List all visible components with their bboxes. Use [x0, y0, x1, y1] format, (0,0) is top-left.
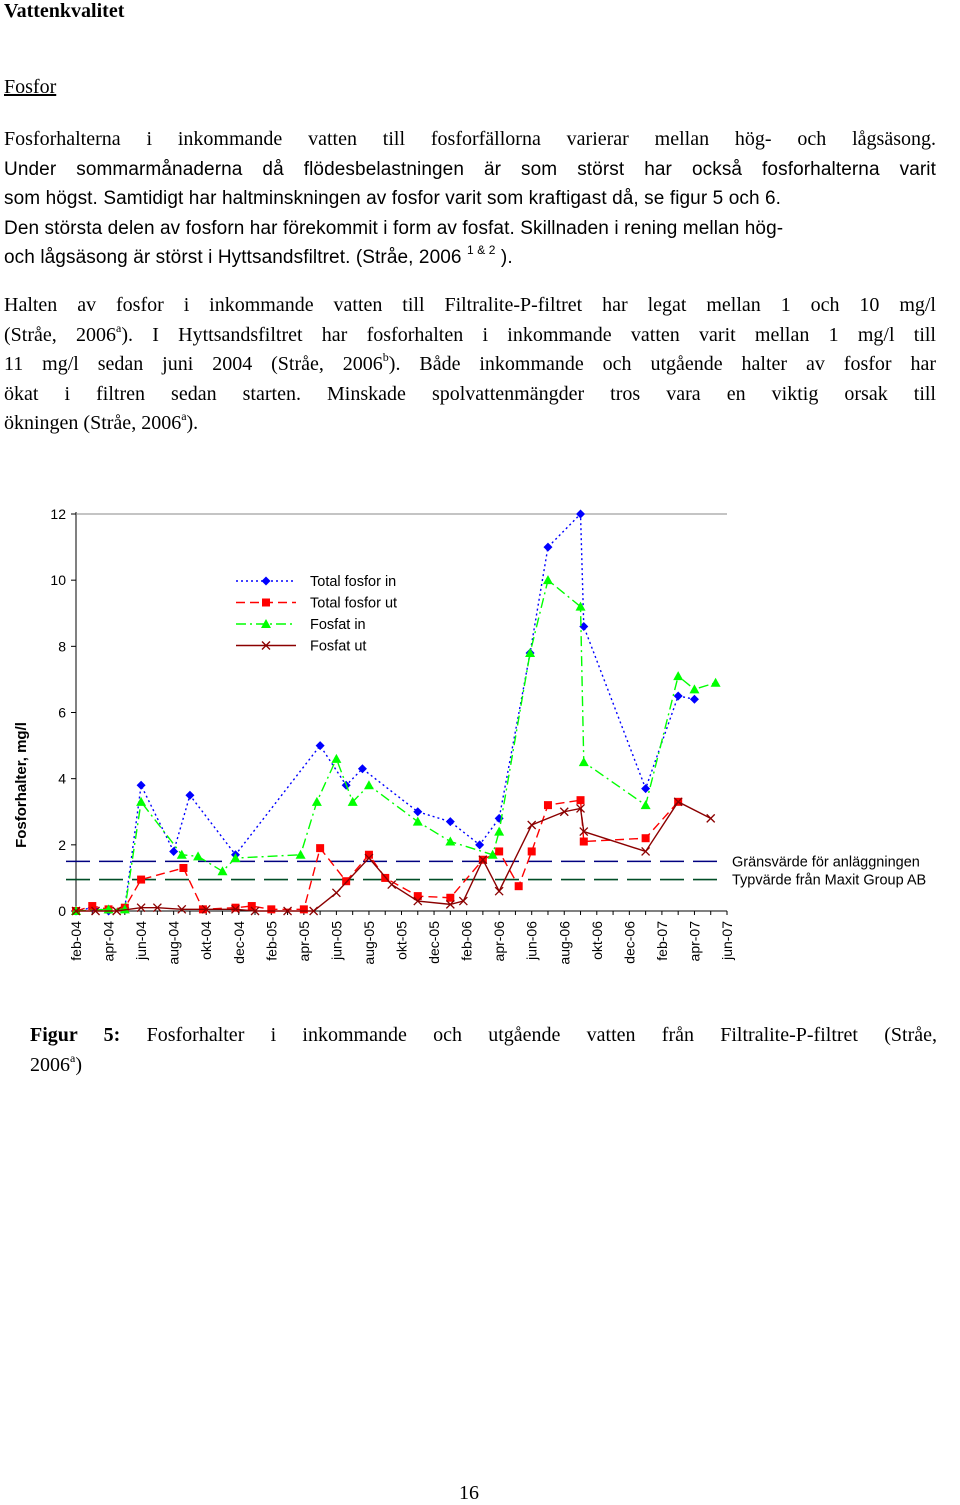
text-fragment: ). Både inkommande och utgående halter av fosfor har [388, 353, 936, 375]
text-fragment: ). I Hyttsandsfiltret har fosforhalten i inkommande vatten varit mellan 1 mg/l till [121, 323, 936, 346]
data-point [231, 904, 239, 912]
series-line [76, 800, 678, 911]
x-tick-label: aug-06 [556, 921, 573, 965]
series-total-fosfor-in [72, 510, 699, 916]
data-point [262, 599, 270, 607]
data-point [316, 844, 324, 852]
legend-label: Total fosfor in [310, 574, 397, 590]
data-point [300, 905, 308, 913]
legend-label: Fosfat ut [310, 638, 367, 655]
text-line: Fosforhalterna i inkommande vatten till fosforfällorna varierar mellan hög- och lågsäsong. [4, 128, 936, 150]
series-fosfat-ut [72, 798, 715, 915]
text-fragment: ). [186, 412, 199, 434]
data-point [642, 847, 650, 855]
citation-superscript: a [116, 320, 122, 335]
text-fragment: ) [75, 1054, 82, 1076]
x-tick-label: feb-07 [653, 921, 670, 961]
caption-line [30, 1020, 937, 1050]
text-line: Under sommarmånaderna då flödesbelastningen är som störst har också fosforhalterna varit [4, 158, 936, 180]
data-point [528, 821, 536, 829]
data-point [193, 851, 203, 860]
data-point [331, 754, 341, 763]
data-point [690, 695, 699, 704]
data-point [515, 882, 523, 890]
data-point [543, 575, 553, 584]
x-tick-label: apr-05 [295, 921, 312, 962]
data-point [177, 850, 187, 859]
x-tick-label: apr-04 [100, 921, 117, 962]
data-point [413, 817, 423, 826]
data-point [544, 801, 552, 809]
text-fragment: Skillnaden i rening mellan hög- [520, 217, 784, 239]
data-point [495, 887, 503, 895]
x-tick-label: aug-05 [360, 921, 377, 965]
legend-label: Fosfat in [310, 617, 366, 633]
x-tick-label: aug-04 [165, 921, 182, 965]
data-point [711, 678, 721, 687]
data-point [494, 827, 504, 836]
reference-line-label: Gränsvärde för anläggningen [732, 854, 920, 871]
text-line [4, 243, 936, 273]
citation-superscript: a [181, 409, 187, 423]
y-tick-label: 0 [58, 903, 66, 919]
x-tick-label: jun-07 [719, 921, 735, 960]
text-fragment: Den största delen av fosforn har förekommit i form av fosfat. [4, 217, 515, 239]
text-line [4, 214, 936, 244]
caption-line [30, 1050, 937, 1080]
x-tick-label: dec-05 [426, 921, 443, 964]
data-point [136, 797, 146, 806]
page-number: 16 [459, 1482, 479, 1504]
text-fragment: ökningen (Stråe, 2006 [4, 412, 182, 434]
data-point [579, 757, 589, 766]
data-point [689, 684, 699, 693]
data-point [580, 838, 588, 846]
legend-item [236, 596, 397, 612]
text-fragment: som högst. [4, 188, 98, 209]
x-tick-label: okt-06 [588, 921, 605, 960]
x-tick-label: apr-07 [686, 921, 703, 962]
data-point [267, 905, 275, 913]
data-point [642, 834, 650, 842]
data-point [137, 876, 145, 884]
text-line [4, 350, 936, 380]
series-line [76, 802, 711, 911]
y-tick-label: 2 [58, 836, 66, 853]
x-tick-label: feb-06 [458, 921, 475, 961]
caption-text: Fosforhalter i inkommande och utgående vatten från Filtralite-P-filtret (Stråe, [146, 1024, 937, 1046]
legend-label: Total fosfor ut [310, 595, 398, 612]
text-line: Halten av fosfor i inkommande vatten till Filtralite-P-filtret har legat mellan 1 och 10 mg/l [4, 294, 936, 316]
text-fragment: och lågsäsong är störst i Hyttsandsfiltret. (Stråe, 2006 [4, 247, 462, 268]
data-point [248, 902, 256, 910]
data-point [673, 671, 683, 680]
y-tick-label: 6 [58, 704, 66, 721]
data-point [364, 780, 374, 789]
data-point [577, 796, 585, 804]
data-point [445, 837, 455, 846]
section-heading: Vattenkvalitet [4, 0, 125, 22]
data-point [641, 800, 651, 809]
x-tick-label: apr-06 [491, 921, 508, 962]
legend-item [236, 617, 366, 633]
data-point [332, 889, 340, 897]
data-point [674, 691, 683, 700]
data-point [179, 864, 187, 872]
citation-superscript: a [70, 1051, 76, 1065]
x-tick-label: okt-04 [198, 921, 215, 960]
x-tick-label: jun-04 [133, 921, 150, 960]
data-point [495, 847, 503, 855]
data-point [262, 577, 271, 586]
y-tick-label: 10 [50, 572, 66, 589]
legend-item [236, 574, 396, 590]
data-point [137, 781, 146, 790]
text-fragment: ). [500, 247, 513, 268]
phosphorus-chart [0, 500, 960, 990]
data-point [358, 764, 367, 773]
legend-item [236, 639, 366, 655]
x-tick-label: jun-06 [523, 921, 540, 960]
data-point [528, 847, 536, 855]
series-total-fosfor-ut [72, 796, 682, 915]
text-fragment: 11 mg/l sedan juni 2004 (Stråe, 2006 [4, 353, 383, 375]
y-tick-label: 12 [50, 506, 66, 522]
paragraph-intro [4, 125, 936, 273]
y-tick-label: 4 [58, 770, 66, 787]
data-point [316, 741, 325, 750]
text-line [4, 409, 936, 439]
x-tick-label: dec-06 [621, 921, 638, 964]
reference-line-label: Typvärde från Maxit Group AB [732, 872, 927, 889]
x-tick-label: feb-05 [263, 921, 280, 961]
figure-caption [30, 1020, 937, 1080]
data-point [169, 847, 178, 856]
y-tick-label: 8 [58, 638, 66, 655]
text-fragment: Samtidigt har haltminskningen av fosfor varit som kraftigast då, se figur 5 och 6. [103, 188, 782, 209]
data-point [707, 814, 715, 822]
data-point [446, 817, 455, 826]
x-tick-label: okt-05 [393, 921, 410, 960]
text-fragment: (Stråe, 2006 [4, 323, 116, 346]
x-tick-label: dec-04 [230, 921, 247, 964]
text-fragment: 2006 [30, 1054, 70, 1076]
subsection-heading: Fosfor [4, 76, 57, 98]
text-line [4, 321, 936, 351]
data-point [543, 543, 552, 552]
chart-series [71, 510, 721, 916]
data-point [312, 797, 322, 806]
caption-label: Figur 5: [30, 1024, 121, 1046]
data-point [88, 902, 96, 910]
series-fosfat-in [71, 575, 721, 915]
x-tick-label: feb-04 [68, 921, 84, 961]
paragraph-filtralite [4, 291, 936, 439]
text-line: ökat i filtren sedan starten. Minskade spolvattenmängder tros vara en viktig orsak till [4, 382, 936, 405]
chart-legend [236, 574, 397, 655]
data-point [446, 894, 454, 902]
text-line [4, 184, 936, 214]
x-tick-label: jun-05 [328, 921, 345, 960]
y-axis-label: Fosforhalter, mg/l [13, 722, 30, 848]
citation-superscript: 1 & 2 [466, 243, 496, 257]
citation-superscript: b [382, 350, 389, 364]
